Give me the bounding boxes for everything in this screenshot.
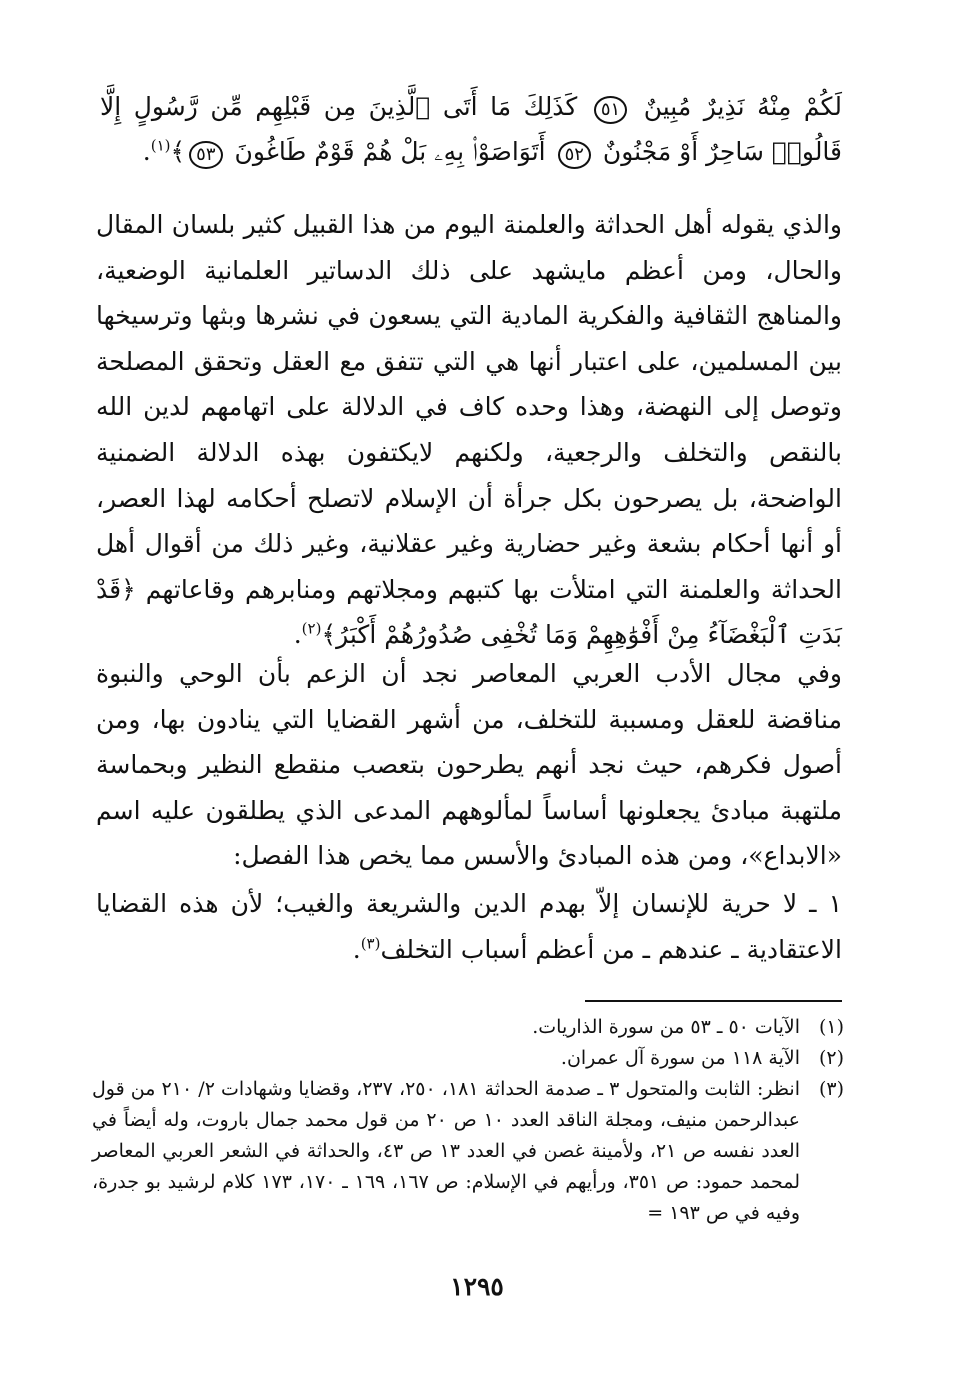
footnote-item — [92, 1012, 844, 1043]
footnote-reference[interactable]: (٣) — [360, 934, 381, 953]
quran-text-line1: لَكُمْ مِنْهُ نَذِيرٌ مُبِينٌ — [643, 92, 842, 121]
footnote-separator-line — [585, 1000, 842, 1002]
footnotes-section — [92, 1012, 844, 1229]
paragraph-3-list-item — [96, 881, 842, 972]
sentence-end: . — [293, 620, 302, 650]
sentence-end: . — [352, 934, 361, 964]
sentence-end: . — [142, 137, 151, 166]
footnote-item — [92, 1043, 844, 1074]
footnote-text: الآيات ٥٠ ـ ٥٣ من سورة الذاريات. — [532, 1016, 800, 1038]
paragraph-text: ١ ـ لا حرية للإنسان إلاّ بهدم الدين والشريعة والغيب؛ لأن هذه القضايا الاعتقادية ـ عندهم ـ من أعظم أسباب التخلف — [96, 889, 842, 964]
ayah-number-marker: ٥١ — [594, 96, 627, 124]
footnote-item — [92, 1074, 844, 1229]
quran-quote-block — [100, 84, 842, 174]
footnote-reference[interactable]: (٢) — [301, 620, 322, 639]
quran-text-line1b: كَذَلِكَ مَا أَتَى ٱلَّذِينَ مِن قَبْلِهِم مِّن رَّسُولٍ إِلَّا قَالُوا۟ سَاحِرٌ أَوْ مَجْنُونٌ — [100, 92, 842, 166]
footnote-number: (٢) — [818, 1047, 844, 1069]
footnote-number: (٣) — [818, 1078, 844, 1100]
paragraph-2 — [96, 651, 842, 879]
paragraph-text: والذي يقوله أهل الحداثة والعلمنة اليوم من هذا القبيل كثير بلسان المقال والحال، ومن أعظم مايشهد على ذلك الدساتير العلمانية الوضعية، والمناهج الثقافية والفكرية المادية التي يسعون في نشرها وبثها وترسيخها بين المسلمين، على اعتبار أنها هي التي تتفق مع العقل وتحقق المصلحة وتوصل إلى النهضة، وهذا وحده كاف في الدلالة على اتهامهم لدين الله بالنقص والتخلف والرجعية، ولكنهم لايكتفون بهذه الدلالة الضمنية الواضحة، بل يصرحون بكل جرأة أن الإسلام لاتصلح أحكامه لهذا العصر، أو أنها أحكام بشعة وغير حضارية وغير عقلانية، وغير ذلك من أقوال أهل الحداثة والعلمنة التي امتلأت بها كتبهم ومجلاتهم ومنابرهم وقاعاتهم — [96, 210, 842, 604]
quran-close-bracket: ﴾ — [170, 137, 186, 166]
quran-text-line2: أَتَوَاصَوْا۟ بِهِۦ بَلْ هُمْ قَوْمٌ طَاغُونَ — [234, 137, 546, 166]
ayah-number-marker: ٥٢ — [558, 141, 591, 169]
quran-inline-quote: ﴿قَدْ بَدَتِ ٱلْبَغْضَآءُ مِنْ أَفْوَٰهِهِمْ وَمَا تُخْفِى صُدُورُهُمْ أَكْبَرُ﴾ — [96, 574, 842, 650]
footnote-text: انظر: الثابت والمتحول ٣ ـ صدمة الحداثة ١٨١، ٢٥٠، ٢٣٧، وقضايا وشهادات ٢/ ٢١٠ من قول عبدالرحمن منيف، ومجلة الناقد العدد ١٠ ص ٢٠ من قول محمد جمال باروت، وله أيضاً في العدد نفسه ص ٢١، ولأمينة غصن في العدد ١٣ ص ٤٣، والحداثة في الشعر العربي المعاصر لمحمد حمود: ص ٣٥١، ورأيهم في الإسلام: ص ١٦٧، ١٦٩ ـ ١٧٠، ١٧٣ كلام لرشيد بو جدرة، وفيه في ص ١٩٣ = — [92, 1078, 800, 1224]
footnote-text: الآية ١١٨ من سورة آل عمران. — [560, 1047, 800, 1069]
footnote-number: (١) — [818, 1016, 844, 1038]
paragraph-text: وفي مجال الأدب العربي المعاصر نجد أن الزعم بأن الوحي والنبوة مناقضة للعقل ومسببة للتخلف، من أشهر القضايا التي ينادون بها، ومن أصول فكرهم، حيث نجد أنهم يطرحون بتعصب منقطع النظير وبحماسة ملتهبة مبادئ يجعلونها أساساً لمألوههم المدعى الذي يطلقون عليه اسم «الابداع»، ومن هذه المبادئ والأسس مما يخص هذا الفصل: — [96, 659, 842, 871]
footnote-reference[interactable]: (١) — [150, 136, 171, 155]
page-number: ١٢٩٥ — [450, 1272, 504, 1301]
ayah-number-marker: ٥٣ — [189, 141, 222, 169]
paragraph-1 — [96, 202, 842, 658]
